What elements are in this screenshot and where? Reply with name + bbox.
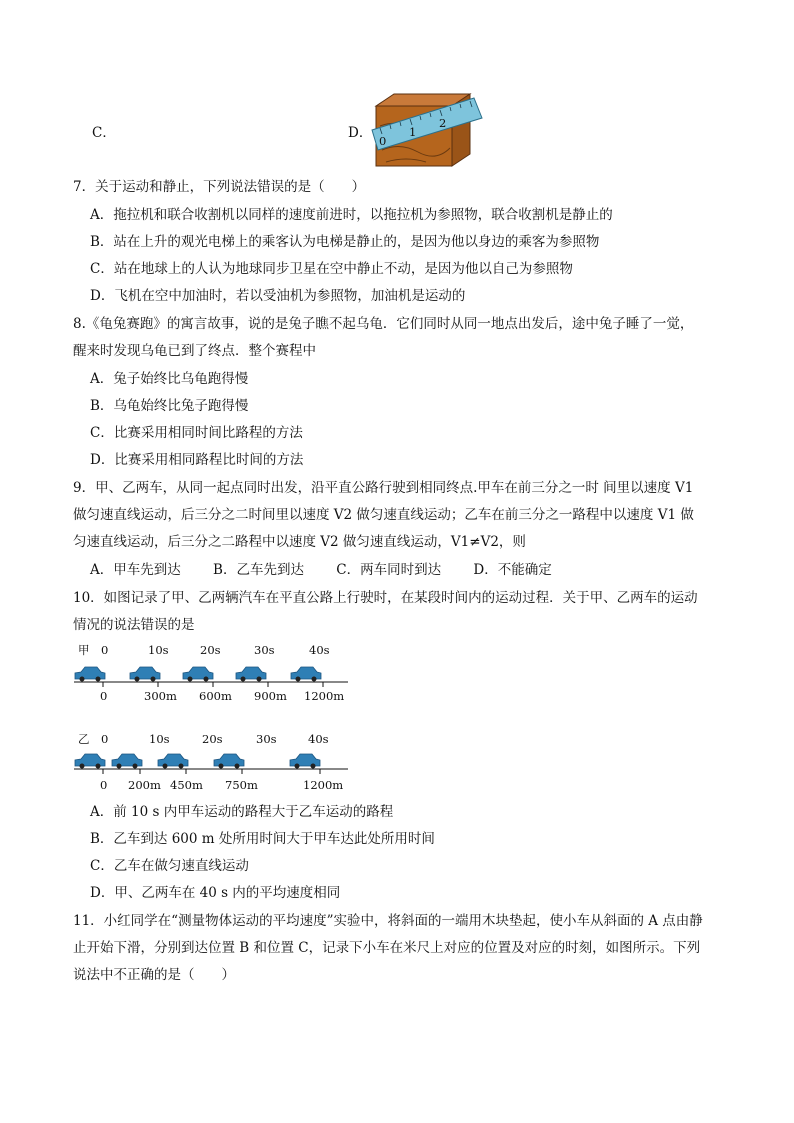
q10-option-c: C．乙车在做匀速直线运动	[90, 858, 249, 874]
car-a-car-4	[291, 667, 321, 682]
car-a-car-0	[75, 667, 105, 682]
q11-stem-line3: 说法中不正确的是（ ）	[73, 967, 235, 983]
q6-option-d: D．	[348, 125, 373, 141]
q9-option-c: C．两车同时到达	[336, 562, 442, 578]
car-a-car-1	[130, 667, 160, 682]
car-a-car-3	[236, 667, 266, 682]
car-a-dist-300m: 300m	[144, 689, 177, 703]
ruler-tick-0: 0	[379, 134, 387, 148]
car-b-dist-200m: 200m	[128, 778, 161, 792]
q8-option-b: B．乌龟始终比兔子跑得慢	[90, 398, 249, 414]
q9-stem-line3: 匀速直线运动，后三分之二路程中以速度 V2 做匀速直线运动，V1≠V2，则	[73, 534, 526, 550]
q8-option-d: D．比赛采用相同路程比时间的方法	[90, 452, 304, 468]
q9-stem-line1: 9．甲、乙两车，从同一起点同时出发，沿平直公路行驶到相同终点.甲车在前三分之一时 间里以速度 V1	[73, 480, 694, 496]
car-a-dist-900m: 900m	[254, 689, 287, 703]
q8-option-a: A．兔子始终比乌龟跑得慢	[90, 371, 249, 387]
car-b-dist-1200m: 1200m	[303, 778, 344, 792]
q7-option-a: A．拖拉机和联合收割机以同样的速度前进时，以拖拉机为参照物，联合收割机是静止的	[90, 207, 613, 223]
car-a-dist-600m: 600m	[199, 689, 232, 703]
car-b-time-30s: 30s	[256, 732, 277, 746]
car-a-time-30s: 30s	[254, 643, 275, 657]
car-a-car-2	[183, 667, 213, 682]
q7-option-c: C．站在地球上的人认为地球同步卫星在空中静止不动，是因为他以自己为参照物	[90, 261, 573, 277]
car-b-time-40s: 40s	[308, 732, 329, 746]
car-b-car-4	[290, 754, 320, 769]
q10-option-d: D．甲、乙两车在 40 s 内的平均速度相同	[90, 885, 341, 901]
car-b-dist-450m: 450m	[170, 778, 203, 792]
car-b-dist-750m: 750m	[225, 778, 258, 792]
car-b-car-3	[214, 754, 244, 769]
q10-option-b: B．乙车到达 600 m 处所用时间大于甲车达此处所用时间	[90, 831, 435, 847]
car-b-time-20s: 20s	[202, 732, 223, 746]
car-b-label: 乙	[78, 732, 90, 746]
q7-option-d: D．飞机在空中加油时，若以受油机为参照物，加油机是运动的	[90, 288, 466, 304]
q9-option-d: D．不能确定	[473, 562, 552, 578]
q9-option-a: A．甲车先到达	[90, 562, 181, 578]
q8-stem-line1: 8.《龟兔赛跑》的寓言故事，说的是兔子瞧不起乌龟．它们同时从同一地点出发后，途中兔子睡了一觉，	[73, 316, 694, 332]
car-a-time-40s: 40s	[309, 643, 330, 657]
car-b-car-0	[75, 754, 105, 769]
q10-stem-line1: 10．如图记录了甲、乙两辆汽车在平直公路上行驶时，在某段时间内的运动过程．关于甲、乙两车的运动	[73, 590, 698, 606]
car-a-label: 甲	[78, 643, 90, 657]
q8-option-c: C．比赛采用相同时间比路程的方法	[90, 425, 303, 441]
ruler-tick-1: 1	[409, 125, 417, 139]
car-b-car-1	[112, 754, 142, 769]
q9-option-b: B．乙车先到达	[213, 562, 304, 578]
q7-option-b: B．站在上升的观光电梯上的乘客认为电梯是静止的，是因为他以身边的乘客为参照物	[90, 234, 600, 250]
car-b-time-10s: 10s	[149, 732, 170, 746]
car-b-car-2	[158, 754, 188, 769]
car-b-time-0: 0	[101, 732, 109, 746]
q6-option-c: C．	[92, 125, 116, 141]
q11-stem-line1: 11．小红同学在“测量物体运动的平均速度”实验中，将斜面的一端用木块垫起，使小车从斜面的 A 点由静	[73, 913, 703, 929]
q11-stem-line2: 止开始下滑，分别到达位置 B 和位置 C，记录下小车在米尺上对应的位置及对应的时刻，如图所示。下列	[73, 940, 701, 956]
q7-stem: 7．关于运动和静止，下列说法错误的是（ ）	[73, 179, 366, 195]
car-a-diagram	[70, 640, 360, 706]
car-a-time-0: 0	[101, 643, 109, 657]
q8-stem-line2: 醒来时发现乌龟已到了终点．整个赛程中	[73, 343, 316, 359]
wood-block-ruler-figure	[366, 92, 486, 172]
q10-option-a: A．前 10 s 内甲车运动的路程大于乙车运动的路程	[90, 804, 394, 820]
car-a-dist-0: 0	[100, 689, 108, 703]
q10-stem-line2: 情况的说法错误的是	[73, 617, 195, 633]
car-b-dist-0: 0	[100, 778, 108, 792]
car-a-dist-1200m: 1200m	[304, 689, 345, 703]
car-a-time-10s: 10s	[148, 643, 169, 657]
q9-options-row	[90, 560, 580, 580]
ruler-tick-2: 2	[439, 116, 447, 130]
car-b-diagram	[70, 729, 360, 795]
q9-stem-line2: 做匀速直线运动，后三分之二时间里以速度 V2 做匀速直线运动；乙车在前三分之一路程中以速度 V1 做	[73, 507, 694, 523]
car-a-time-20s: 20s	[200, 643, 221, 657]
